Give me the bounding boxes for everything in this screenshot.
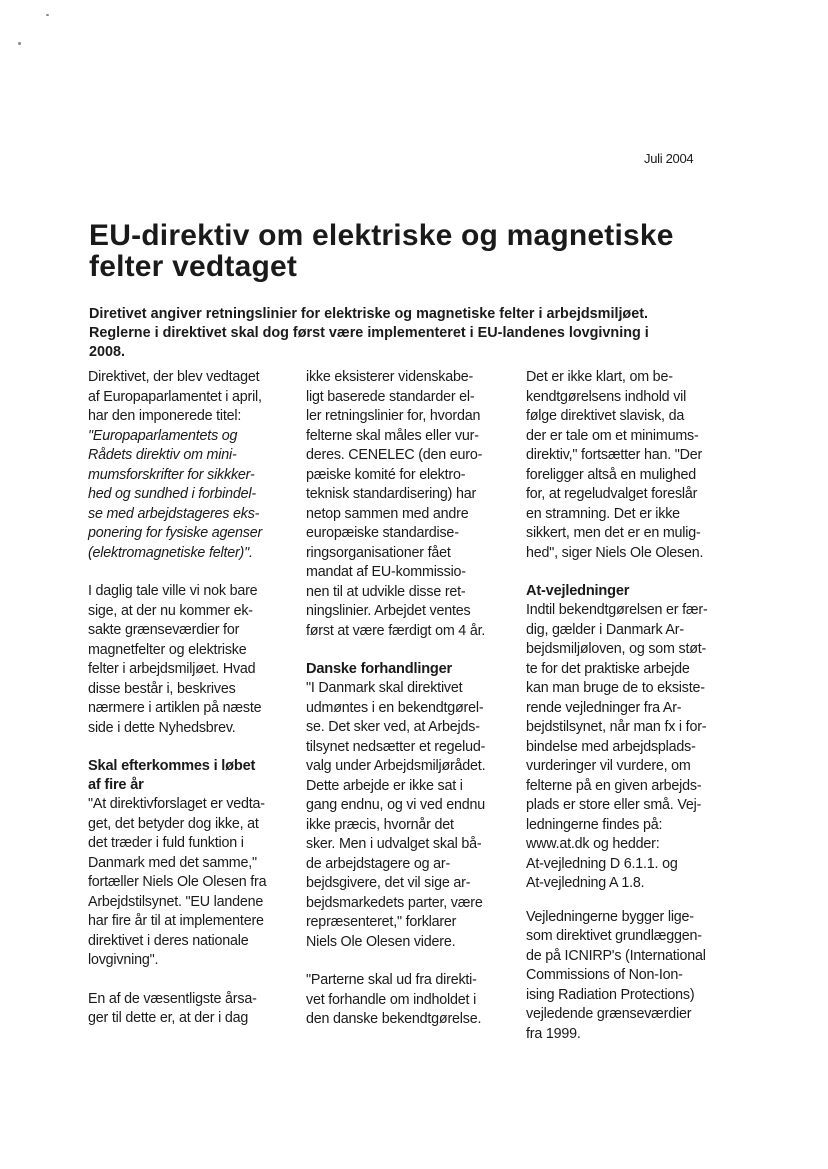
text-line: At-vejledning D 6.1.1. og bbox=[526, 855, 678, 872]
text-line: vet forhandle om indholdet i bbox=[306, 991, 477, 1008]
text-line: direktivet i deres nationale bbox=[88, 932, 249, 949]
directive-title-line: Rådets direktiv om mini- bbox=[88, 447, 237, 463]
text-line: repræsenteret," forklarer bbox=[306, 914, 457, 930]
paragraph bbox=[306, 679, 509, 952]
text-line: en stramning. Det er ikke bbox=[526, 505, 680, 522]
text-line: se. Det sker ved, at Arbejds- bbox=[306, 719, 480, 735]
text-line: sker. Men i udvalget skal bå- bbox=[306, 836, 482, 852]
text-line: sakte grænseværdier for bbox=[88, 622, 240, 638]
text-line: følge direktivet slavisk, da bbox=[526, 408, 685, 424]
text-line: fortæller Niels Ole Olesen fra bbox=[88, 874, 267, 890]
paragraph bbox=[526, 368, 734, 563]
text-line: der er tale om et minimums- bbox=[526, 427, 699, 444]
heading-line: Skal efterkommes i løbet bbox=[88, 758, 256, 774]
text-line: pæiske komité for elektro- bbox=[306, 466, 466, 483]
heading-line: af fire år bbox=[88, 777, 144, 793]
text-line: bejdsmiljøloven, og som støt- bbox=[526, 641, 707, 657]
text-line: mandat af EU-kommissio- bbox=[306, 564, 466, 580]
text-line: udmøntes i en bekendtgørel- bbox=[306, 699, 484, 716]
paragraph bbox=[306, 368, 509, 641]
scan-speck bbox=[18, 42, 21, 45]
text-line: det træder i fuld funktion i bbox=[88, 835, 244, 851]
text-line: Indtil bekendtgørelsen er fær- bbox=[526, 602, 708, 618]
text-line: nærmere i artiklen på næste bbox=[88, 700, 262, 716]
text-line: At-vejledning A 1.8. bbox=[526, 875, 645, 891]
paragraph bbox=[88, 795, 286, 971]
text-line: Vejledningerne bygger lige- bbox=[526, 908, 694, 925]
text-line: bejdsgivere, det vil sige ar- bbox=[306, 875, 471, 891]
text-line: vurderinger vil vurdere, om bbox=[526, 758, 691, 774]
text-line: side i dette Nyhedsbrev. bbox=[88, 719, 236, 736]
text-line: bindelse med arbejdsplads- bbox=[526, 738, 696, 755]
text-line: teknisk standardisering) har bbox=[306, 486, 477, 502]
directive-title-line: ponering for fysiske agenser bbox=[88, 525, 263, 541]
text-line: gang endnu, og vi ved endnu bbox=[306, 797, 486, 813]
text-line: har den imponerede titel: bbox=[88, 408, 242, 424]
article-lead bbox=[89, 305, 729, 362]
text-line: "At direktivforslaget er vedta- bbox=[88, 796, 265, 812]
text-line: netop sammen med andre bbox=[306, 505, 469, 522]
heading-line: At-vejledninger bbox=[526, 583, 630, 599]
text-line: foreligger altså en mulighed bbox=[526, 466, 697, 483]
directive-title-line: hed og sundhed i forbindel- bbox=[88, 486, 256, 502]
paragraph bbox=[526, 601, 734, 894]
paragraph bbox=[88, 582, 286, 738]
column-2 bbox=[306, 368, 509, 1030]
text-line: har fire år til at implementere bbox=[88, 913, 264, 929]
article-title bbox=[89, 220, 749, 282]
text-line: ler retningslinier for, hvordan bbox=[306, 408, 481, 424]
text-line: disse består i, beskrives bbox=[88, 680, 236, 697]
text-line: plads er store eller små. Vej- bbox=[526, 797, 702, 813]
directive-title-line: (elektromagnetiske felter)". bbox=[88, 544, 253, 561]
text-line: dig, gælder i Danmark Ar- bbox=[526, 621, 684, 638]
text-line: ligt baserede standarder el- bbox=[306, 388, 475, 405]
title-line: EU-direktiv om elektriske og magnetiske bbox=[89, 219, 674, 252]
scan-speck bbox=[46, 14, 49, 16]
text-line: direktiv," fortsætter han. "Der bbox=[526, 447, 703, 463]
text-line: felterne skal måles eller vur- bbox=[306, 427, 479, 444]
lead-line: Diretivet angiver retningslinier for elektriske og magnetiske felter i arbejdsmiljøet. bbox=[89, 306, 649, 322]
text-line: de arbejdstagere og ar- bbox=[306, 855, 451, 872]
directive-title-line: se med arbejdstageres eks- bbox=[88, 505, 260, 522]
heading-line: Danske forhandlinger bbox=[306, 661, 453, 677]
text-line: lovgivning". bbox=[88, 952, 159, 968]
text-line: felter i arbejdsmiljøet. Hvad bbox=[88, 661, 256, 677]
text-line: En af de væsentligste årsa- bbox=[88, 990, 257, 1007]
text-line: felterne på en given arbejds- bbox=[526, 777, 702, 794]
text-line: sikkert, men det er en mulig- bbox=[526, 525, 701, 541]
text-line: som direktivet grundlæggen- bbox=[526, 928, 702, 944]
section-heading bbox=[526, 582, 734, 601]
text-line: for, at regeludvalget foreslår bbox=[526, 486, 698, 502]
text-line: Det er ikke klart, om be- bbox=[526, 369, 673, 385]
text-line: kendtgørelsens indhold vil bbox=[526, 388, 687, 405]
text-line: deres. CENELEC (den euro- bbox=[306, 447, 483, 463]
section-heading bbox=[88, 757, 286, 795]
text-line: "I Danmark skal direktivet bbox=[306, 680, 463, 696]
publication-date: Juli 2004 bbox=[644, 151, 694, 166]
text-line: bejdstilsynet, når man fx i for- bbox=[526, 719, 707, 735]
paragraph bbox=[306, 971, 509, 1030]
text-line: Arbejdstilsynet. "EU landene bbox=[88, 893, 264, 910]
text-line: ikke præcis, hvornår det bbox=[306, 816, 454, 833]
text-line: rende vejledninger fra Ar- bbox=[526, 699, 682, 716]
text-line: sige, at der nu kommer ek- bbox=[88, 602, 253, 619]
text-line: bejdsmarkedets parter, være bbox=[306, 894, 483, 911]
directive-title-line: mumsforskrifter for sikkker- bbox=[88, 466, 255, 483]
paragraph bbox=[88, 990, 286, 1029]
text-line: ger til dette er, at der i dag bbox=[88, 1010, 249, 1026]
text-line: Direktivet, der blev vedtaget bbox=[88, 369, 260, 385]
text-line: ising Radiation Protections) bbox=[526, 986, 695, 1003]
text-line: fra 1999. bbox=[526, 1025, 581, 1042]
title-line: felter vedtaget bbox=[89, 250, 298, 283]
paragraph bbox=[88, 368, 286, 563]
text-line: af Europaparlamentet i april, bbox=[88, 388, 262, 405]
text-line: get, det betyder dog ikke, at bbox=[88, 815, 259, 832]
text-line: ningslinier. Arbejdet ventes bbox=[306, 603, 471, 619]
text-line: først at være færdigt om 4 år. bbox=[306, 622, 486, 639]
text-line: tilsynet nedsætter et regelud- bbox=[306, 738, 486, 755]
section-heading bbox=[306, 660, 509, 679]
column-1 bbox=[88, 368, 286, 1029]
text-line: europæiske standardise- bbox=[306, 525, 459, 541]
text-line: valg under Arbejdsmiljørådet. bbox=[306, 758, 486, 774]
text-line: te for det praktiske arbejde bbox=[526, 660, 690, 677]
text-line: Commissions of Non-Ion- bbox=[526, 967, 683, 983]
paragraph bbox=[526, 908, 734, 1045]
text-line: I daglig tale ville vi nok bare bbox=[88, 583, 258, 599]
text-line: magnetfelter og elektriske bbox=[88, 641, 247, 658]
text-line: ikke eksisterer videnskabe- bbox=[306, 369, 474, 385]
text-line: ledningerne findes på: bbox=[526, 816, 663, 833]
text-line: www.at.dk og hedder: bbox=[526, 836, 660, 852]
text-line: Dette arbejde er ikke sat i bbox=[306, 777, 463, 794]
text-line: ringsorganisationer fået bbox=[306, 544, 451, 561]
directive-title-line: "Europaparlamentets og bbox=[88, 427, 238, 444]
text-line: hed", siger Niels Ole Olesen. bbox=[526, 544, 704, 561]
text-line: vejledende grænseværdier bbox=[526, 1006, 692, 1022]
column-3 bbox=[526, 368, 734, 1044]
text-line: de på ICNIRP's (International bbox=[526, 947, 706, 964]
text-line: nen til at udvikle disse ret- bbox=[306, 583, 466, 600]
text-line: "Parterne skal ud fra direkti- bbox=[306, 972, 477, 988]
lead-line: Reglerne i direktivet skal dog først være implementeret i EU-landenes lovgivning i bbox=[89, 325, 649, 341]
text-line: Danmark med det samme," bbox=[88, 854, 257, 871]
lead-line: 2008. bbox=[89, 344, 126, 360]
text-line: kan man bruge de to eksiste- bbox=[526, 680, 705, 696]
text-line: den danske bekendtgørelse. bbox=[306, 1011, 482, 1027]
text-line: Niels Ole Olesen videre. bbox=[306, 933, 456, 950]
